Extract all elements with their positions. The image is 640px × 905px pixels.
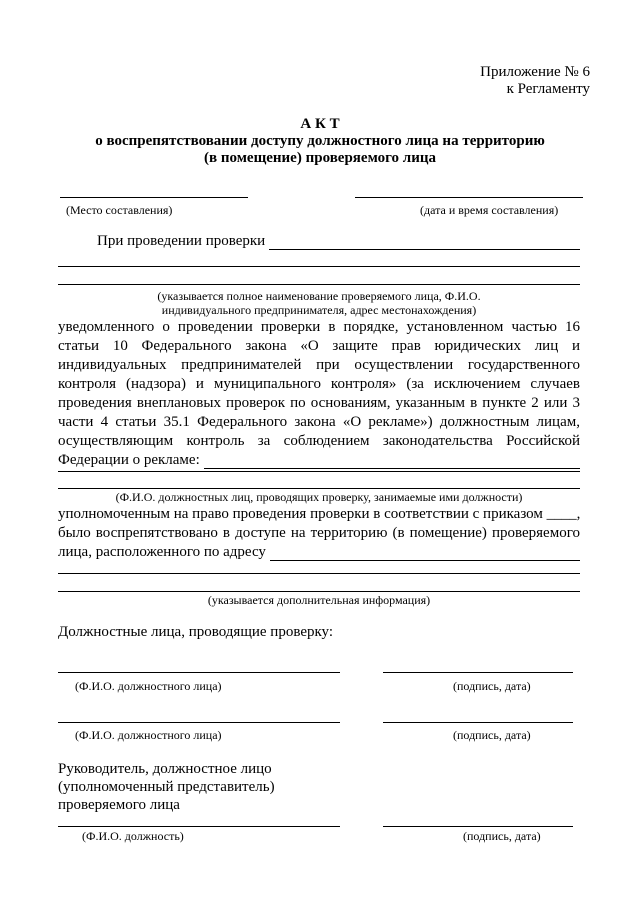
entity-line-2[interactable]	[58, 284, 580, 285]
official-1-signature-line[interactable]	[383, 672, 573, 673]
official-2-signature-line[interactable]	[383, 722, 573, 723]
address-row	[58, 544, 580, 561]
inspection-row	[97, 233, 580, 250]
representative-line-3: проверяемого лица	[58, 797, 180, 813]
datetime-line[interactable]	[355, 197, 583, 198]
para1-line-7: осуществляющим контроль за соблюдением законодательства Российской	[58, 433, 580, 449]
official-1-name-caption: (Ф.И.О. должностного лица)	[75, 679, 222, 693]
para1-line-2: статьи 10 Федерального закона «О защите прав юридических лиц и	[58, 338, 580, 354]
document-title: А К Т	[300, 116, 340, 132]
representative-name-caption: (Ф.И.О. должность)	[82, 829, 184, 843]
entity-line-1[interactable]	[58, 266, 580, 267]
additional-line-2[interactable]	[58, 591, 580, 592]
representative-signature-caption: (подпись, дата)	[463, 829, 541, 843]
official-2-name-line[interactable]	[58, 722, 340, 723]
additional-caption: (указывается дополнительная информация)	[207, 593, 431, 607]
address-field[interactable]	[270, 547, 580, 561]
entity-caption-1: (указывается полное наименование проверяемого лица, Ф.И.О.	[157, 289, 481, 303]
para1-last-line: Федерации о рекламе:	[58, 452, 200, 468]
representative-name-line[interactable]	[58, 826, 340, 827]
officials-line-2[interactable]	[58, 471, 580, 472]
para1-last-row	[58, 452, 580, 469]
para1-line-3: индивидуальных предпринимателей при осуществлении государственного	[58, 357, 580, 373]
entity-caption-2: индивидуального предпринимателя, адрес местонахождения)	[161, 303, 477, 317]
place-caption: (Место составления)	[66, 203, 173, 217]
officials-field[interactable]	[204, 455, 580, 469]
representative-line-2: (уполномоченный представитель)	[58, 779, 275, 795]
officials-caption: (Ф.И.О. должностных лиц, проводящих проверку, занимаемые ими должности)	[115, 490, 523, 504]
officials-heading: Должностные лица, проводящие проверку:	[58, 624, 334, 640]
para1-line-1: уведомленного о проведении проверки в порядке, установленном частью 16	[58, 319, 580, 335]
para2-line-1: уполномоченным на право проведения проверки в соответствии с приказом ____,	[58, 506, 581, 522]
official-1-signature-caption: (подпись, дата)	[453, 679, 531, 693]
official-2-signature-caption: (подпись, дата)	[453, 728, 531, 742]
appendix-number: Приложение № 6	[480, 64, 590, 80]
inspection-label: При проведении проверки	[97, 233, 266, 249]
document-subtitle-line2: (в помещение) проверяемого лица	[204, 150, 436, 166]
para2-line-2: было воспрепятствовано в доступе на территорию (в помещение) проверяемого	[58, 525, 580, 541]
para1-line-5: проведения внеплановых проверок по основаниям, указанным в пункте 2 или 3	[58, 395, 580, 411]
para1-line-6: части 4 статьи 35.1 Федерального закона «О рекламе») должностным лицам,	[58, 414, 580, 430]
additional-line-1[interactable]	[58, 573, 580, 574]
representative-line-1: Руководитель, должностное лицо	[58, 761, 272, 777]
para1-line-4: контроля (надзора) и муниципального контроля» (за исключением случаев	[58, 376, 580, 392]
officials-line-3[interactable]	[58, 488, 580, 489]
para2-line-3: лица, расположенного по адресу	[58, 544, 266, 560]
official-1-name-line[interactable]	[58, 672, 340, 673]
appendix-reference: к Регламенту	[506, 81, 590, 97]
place-line[interactable]	[60, 197, 248, 198]
representative-signature-line[interactable]	[383, 826, 573, 827]
datetime-caption: (дата и время составления)	[420, 203, 559, 217]
inspection-field[interactable]	[269, 236, 580, 250]
document-subtitle-line1: о воспрепятствовании доступу должностного лица на территорию	[95, 133, 545, 149]
official-2-name-caption: (Ф.И.О. должностного лица)	[75, 728, 222, 742]
